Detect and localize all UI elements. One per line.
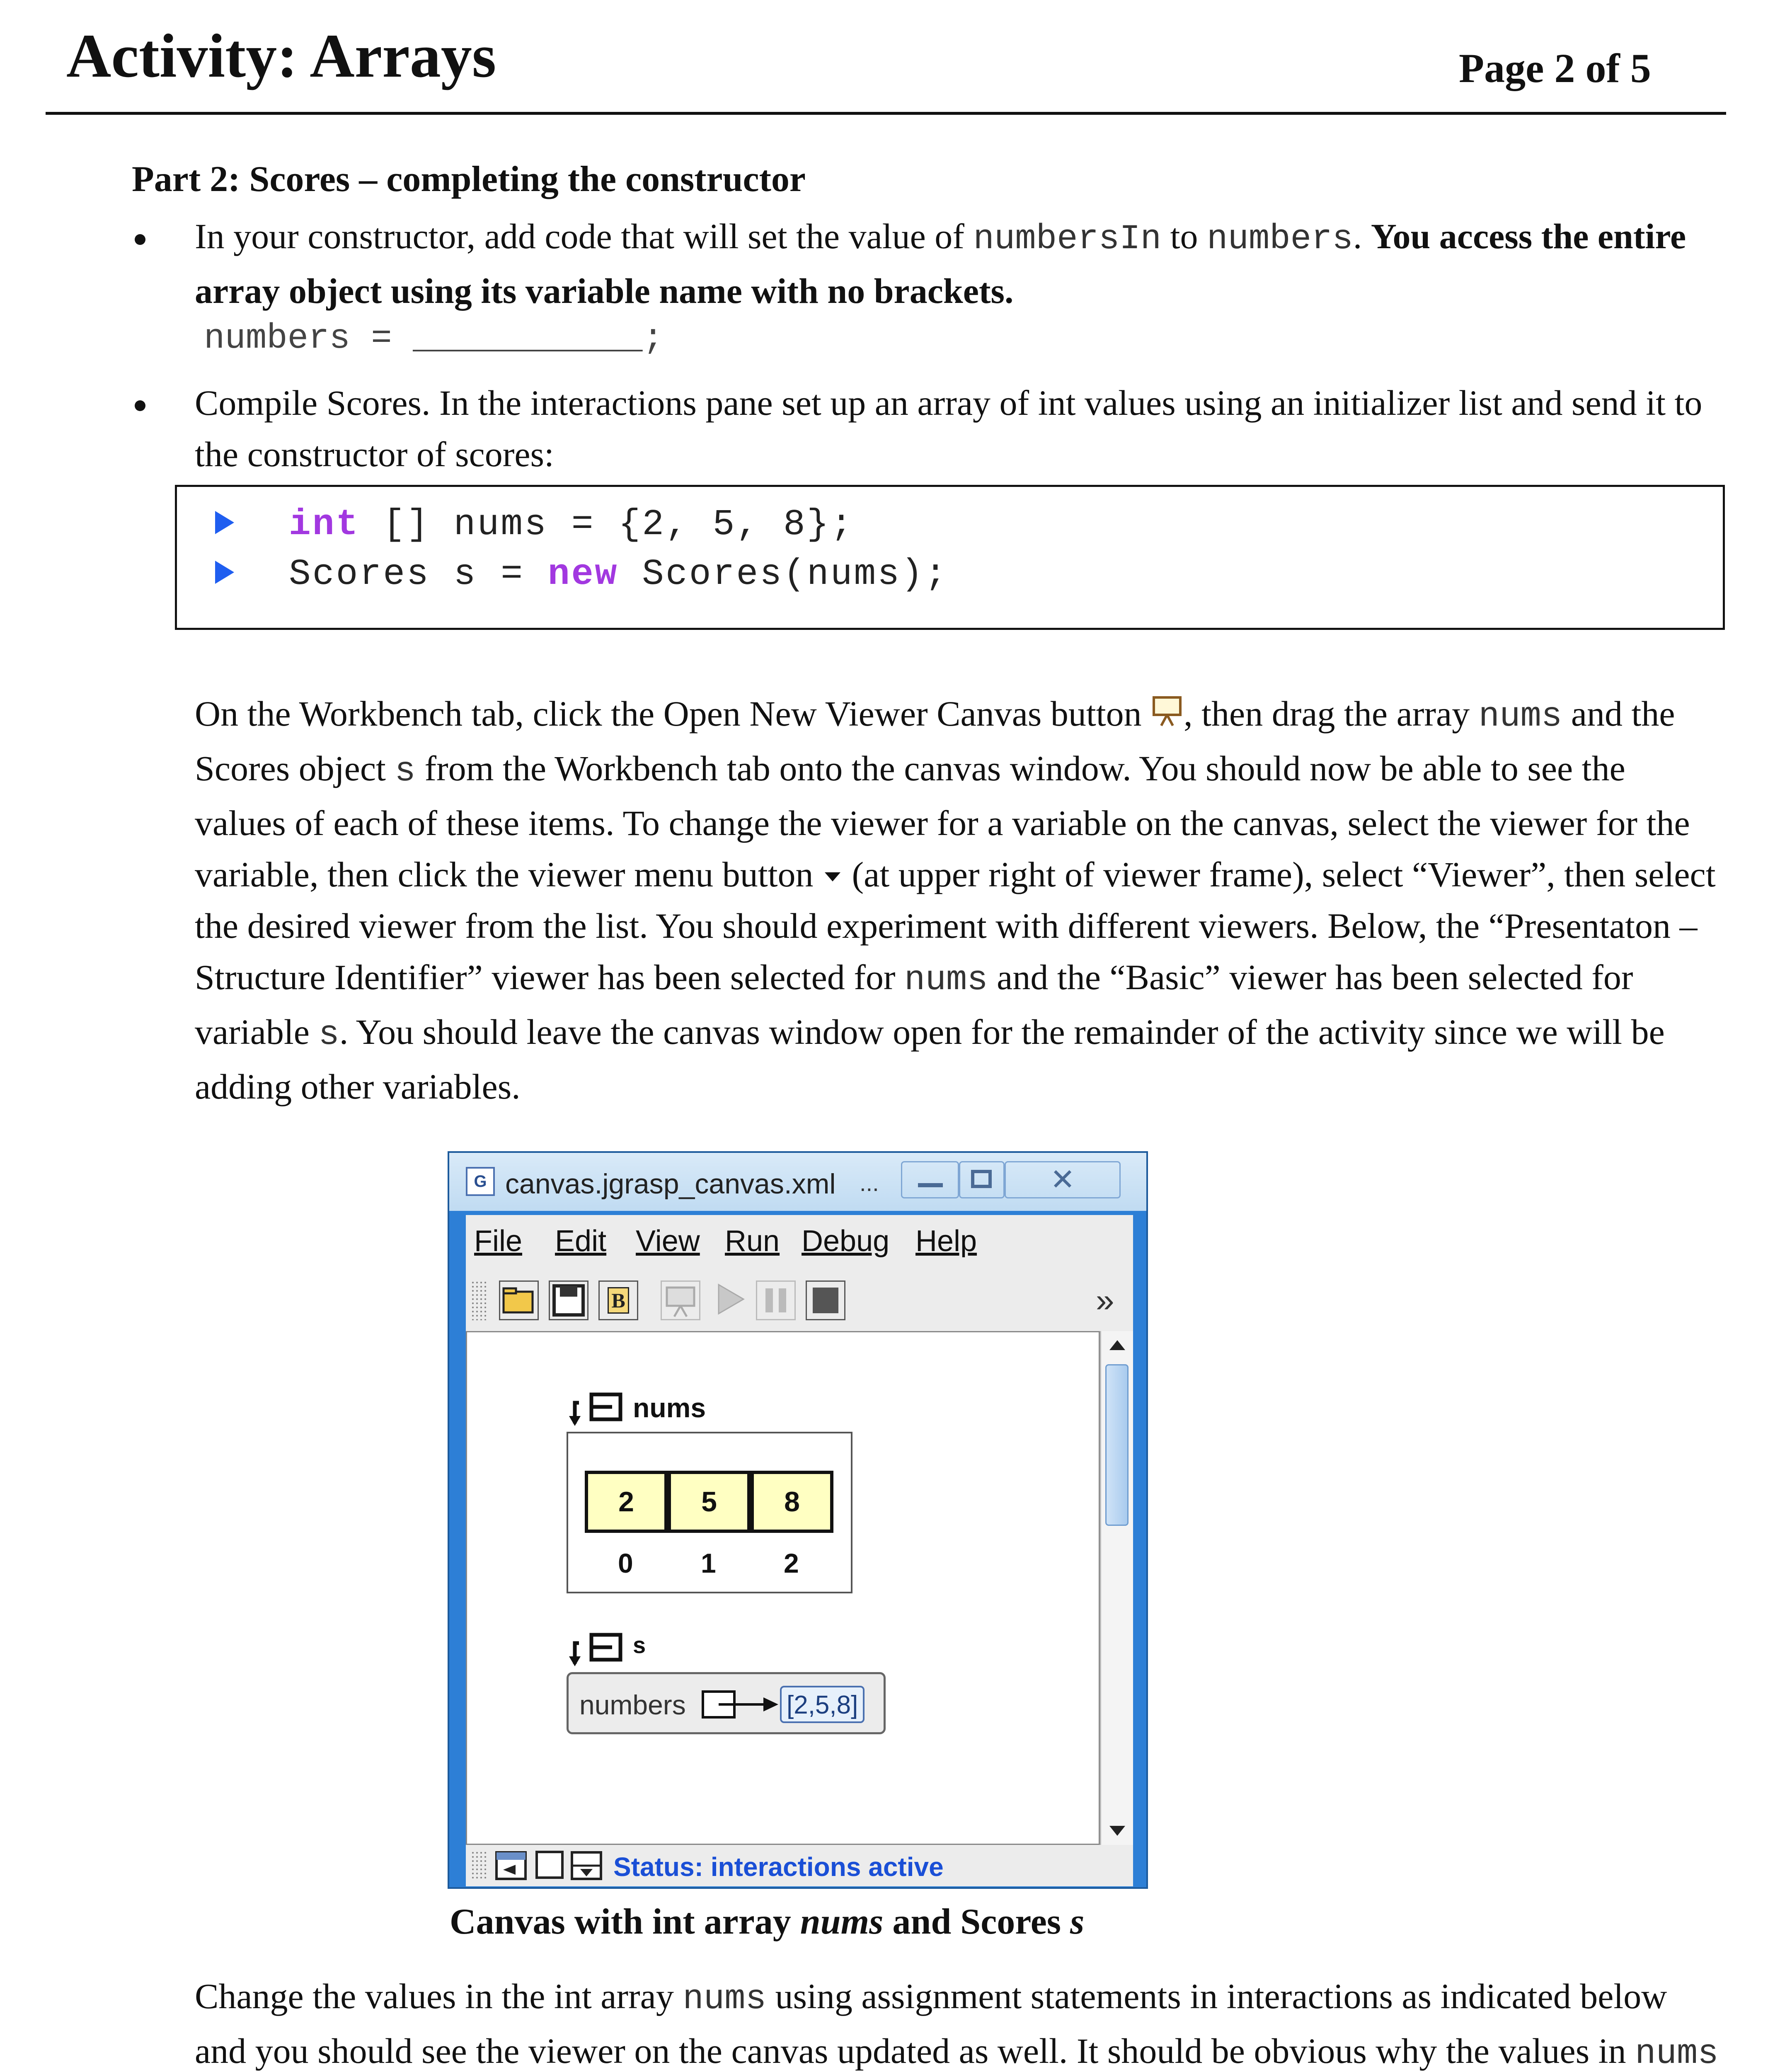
- scroll-down-icon[interactable]: [1107, 1823, 1128, 1839]
- b-button-label: B: [608, 1287, 629, 1314]
- toolbar-overflow-icon[interactable]: »: [1096, 1282, 1114, 1319]
- toggle-split-icon[interactable]: [570, 1851, 603, 1881]
- pause-button[interactable]: [756, 1280, 796, 1320]
- array-index: 0: [618, 1548, 633, 1578]
- play-icon: [710, 1280, 748, 1318]
- menu-file[interactable]: File: [474, 1225, 523, 1258]
- page-number: Page 2 of 5: [1459, 45, 1651, 91]
- field-label: numbers: [579, 1690, 686, 1720]
- folder-open-icon: [500, 1282, 538, 1319]
- code-line-2: Scores s = new Scores(nums);: [289, 554, 948, 595]
- viewer-canvas-icon: [1150, 694, 1184, 727]
- s-object-viewer[interactable]: [567, 1672, 886, 1734]
- minimize-icon: [918, 1183, 943, 1187]
- header-rule: [46, 112, 1726, 115]
- status-bar: [466, 1845, 1133, 1886]
- bullet-dot: [135, 234, 145, 245]
- menu-bar: [466, 1215, 1133, 1265]
- array-cell: 5: [668, 1471, 751, 1533]
- maximize-icon: [971, 1170, 992, 1188]
- array-cells: [585, 1471, 838, 1533]
- app-icon: G: [466, 1167, 495, 1196]
- status-grip: [471, 1851, 487, 1881]
- scroll-thumb[interactable]: [1105, 1364, 1129, 1526]
- window-title-bar: [449, 1153, 1146, 1211]
- save-button[interactable]: [549, 1280, 588, 1320]
- close-button[interactable]: [1005, 1161, 1121, 1198]
- menu-debug[interactable]: Debug: [802, 1225, 890, 1258]
- canvas-area: [466, 1331, 1133, 1845]
- section-heading: Part 2: Scores – completing the constructor: [132, 159, 806, 199]
- beautify-button[interactable]: [598, 1280, 638, 1320]
- variable-handle-icon: [567, 1390, 637, 1428]
- scroll-up-icon[interactable]: [1107, 1337, 1128, 1353]
- toolbar-grip: [471, 1280, 487, 1320]
- change-paragraph: Change the values in the int array nums using assignment statements in interactions as indicated below and you should see the viewer on the canvas updated as well. It should be obvious why the values in nums: [195, 1976, 1719, 2072]
- viewer-button[interactable]: [661, 1280, 700, 1320]
- bullet-dot: [135, 400, 145, 411]
- open-button[interactable]: [499, 1280, 539, 1320]
- status-text: Status: interactions active: [613, 1852, 944, 1882]
- activity-title: Activity: Arrays: [66, 22, 496, 90]
- menu-view[interactable]: View: [636, 1225, 700, 1258]
- minimize-button[interactable]: [901, 1161, 959, 1198]
- array-cell: 8: [751, 1471, 833, 1533]
- array-cell: 2: [585, 1471, 668, 1533]
- window-title: canvas.jgrasp_canvas.xml: [505, 1168, 836, 1200]
- menu-run[interactable]: Run: [725, 1225, 780, 1258]
- run-button[interactable]: [710, 1280, 750, 1320]
- code-box-1: [175, 485, 1725, 630]
- workbench-paragraph: On the Workbench tab, click the Open New Viewer Canvas button , then drag the array nums and the Scores object s from the Workbench tab onto the canvas window. You should now be able to see the values of each of these items. To change the viewer for a variable on the canvas, select the viewer for the variable, then click the viewer menu button (at upper right of viewer frame), select “Viewer”, then select the desired viewer from the list. You should experiment with different viewers. Below, the “Presentaton – Structure Identifier” viewer has been selected for nums and the “Basic” viewer has been selected for variable s. You should leave the canvas window open for the remainder of the activity since we will be adding other variables.: [195, 694, 1716, 1106]
- toggle-workbench-icon[interactable]: [495, 1851, 528, 1881]
- maximize-button[interactable]: [959, 1161, 1005, 1198]
- array-index: 2: [784, 1548, 799, 1578]
- nums-label: nums: [633, 1392, 706, 1423]
- close-icon: ✕: [1050, 1163, 1075, 1196]
- code-line-1: int [] nums = {2, 5, 8};: [289, 504, 854, 545]
- canvas-window: [448, 1151, 1148, 1889]
- variable-handle-icon: [567, 1631, 637, 1668]
- s-label: s: [633, 1632, 646, 1658]
- stop-button[interactable]: [806, 1280, 845, 1320]
- viewer-menu-icon: [822, 868, 843, 885]
- toggle-panel-icon[interactable]: [535, 1851, 564, 1879]
- toolbar: [466, 1265, 1133, 1331]
- menu-edit[interactable]: Edit: [555, 1225, 607, 1258]
- pause-icon: [757, 1282, 794, 1319]
- save-icon: [550, 1282, 587, 1319]
- field-value: [2,5,8]: [780, 1686, 865, 1723]
- prompt-arrow-icon: [215, 511, 234, 534]
- numbers-assignment-code: numbers = ___________;: [204, 319, 664, 358]
- title-ellipsis: ...: [860, 1170, 879, 1196]
- canvas-run-icon: [662, 1282, 699, 1319]
- vertical-scrollbar[interactable]: [1100, 1331, 1133, 1845]
- prompt-arrow-icon: [215, 561, 234, 584]
- bullet-2-text: Compile Scores. In the interactions pane set up an array of int values using an initializer list and send it to the constructor of scores:: [195, 383, 1703, 474]
- stop-icon: [807, 1282, 844, 1319]
- bullet-1-text: In your constructor, add code that will set the value of numbersIn to numbers. You access the entire array object using its variable name with no brackets.: [195, 216, 1686, 311]
- canvas-viewport: [466, 1331, 1100, 1845]
- figure-caption: Canvas with int array nums and Scores s: [450, 1902, 1085, 1942]
- array-index: 1: [701, 1548, 716, 1578]
- reference-arrow-icon: [701, 1686, 780, 1723]
- menu-help[interactable]: Help: [915, 1225, 977, 1258]
- nums-array-viewer[interactable]: [567, 1432, 852, 1593]
